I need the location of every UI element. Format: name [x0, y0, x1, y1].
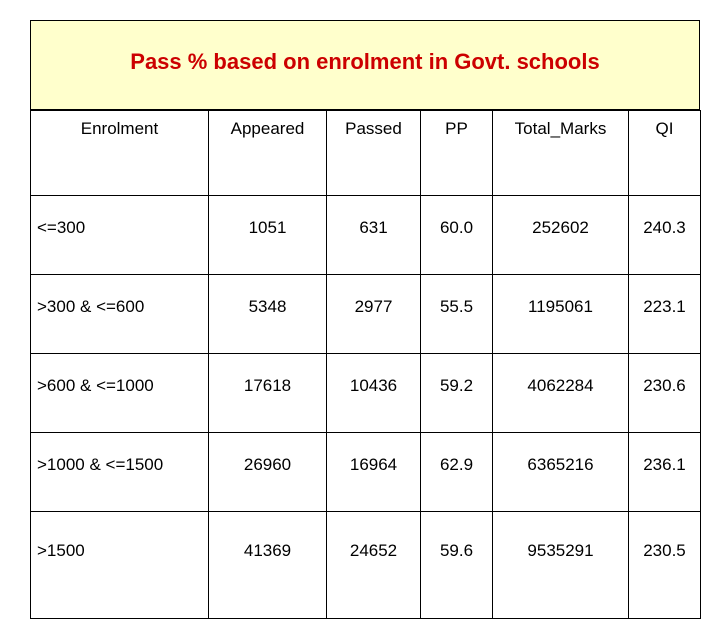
total-marks-cell: 9535291 [493, 512, 629, 619]
table-row [31, 433, 701, 512]
pp-cell: 60.0 [421, 196, 493, 275]
passed-cell: 2977 [327, 275, 421, 354]
passed-cell: 24652 [327, 512, 421, 619]
total-marks-cell: 1195061 [493, 275, 629, 354]
title-box [30, 20, 700, 110]
qi-cell: 223.1 [629, 275, 701, 354]
qi-cell: 230.5 [629, 512, 701, 619]
qi-cell: 236.1 [629, 433, 701, 512]
passed-cell: 631 [327, 196, 421, 275]
passed-cell: 10436 [327, 354, 421, 433]
pp-cell: 62.9 [421, 433, 493, 512]
header-passed: Passed [327, 111, 421, 196]
appeared-cell: 26960 [209, 433, 327, 512]
total-marks-cell: 6365216 [493, 433, 629, 512]
table-row [31, 354, 701, 433]
table-row [31, 196, 701, 275]
appeared-cell: 5348 [209, 275, 327, 354]
header-row [31, 111, 701, 196]
qi-cell: 240.3 [629, 196, 701, 275]
enrolment-cell: >1000 & <=1500 [31, 433, 209, 512]
header-total-marks: Total_Marks [493, 111, 629, 196]
header-pp: PP [421, 111, 493, 196]
pp-cell: 55.5 [421, 275, 493, 354]
pp-cell: 59.6 [421, 512, 493, 619]
total-marks-cell: 252602 [493, 196, 629, 275]
header-qi: QI [629, 111, 701, 196]
passed-cell: 16964 [327, 433, 421, 512]
enrolment-table [30, 110, 701, 619]
page-title: Pass % based on enrolment in Govt. schools [130, 49, 600, 74]
table-row [31, 275, 701, 354]
appeared-cell: 41369 [209, 512, 327, 619]
pp-cell: 59.2 [421, 354, 493, 433]
enrolment-cell: >300 & <=600 [31, 275, 209, 354]
appeared-cell: 1051 [209, 196, 327, 275]
table-row [31, 512, 701, 619]
header-enrolment: Enrolment [31, 111, 209, 196]
enrolment-cell: <=300 [31, 196, 209, 275]
qi-cell: 230.6 [629, 354, 701, 433]
appeared-cell: 17618 [209, 354, 327, 433]
enrolment-cell: >1500 [31, 512, 209, 619]
total-marks-cell: 4062284 [493, 354, 629, 433]
enrolment-cell: >600 & <=1000 [31, 354, 209, 433]
header-appeared: Appeared [209, 111, 327, 196]
